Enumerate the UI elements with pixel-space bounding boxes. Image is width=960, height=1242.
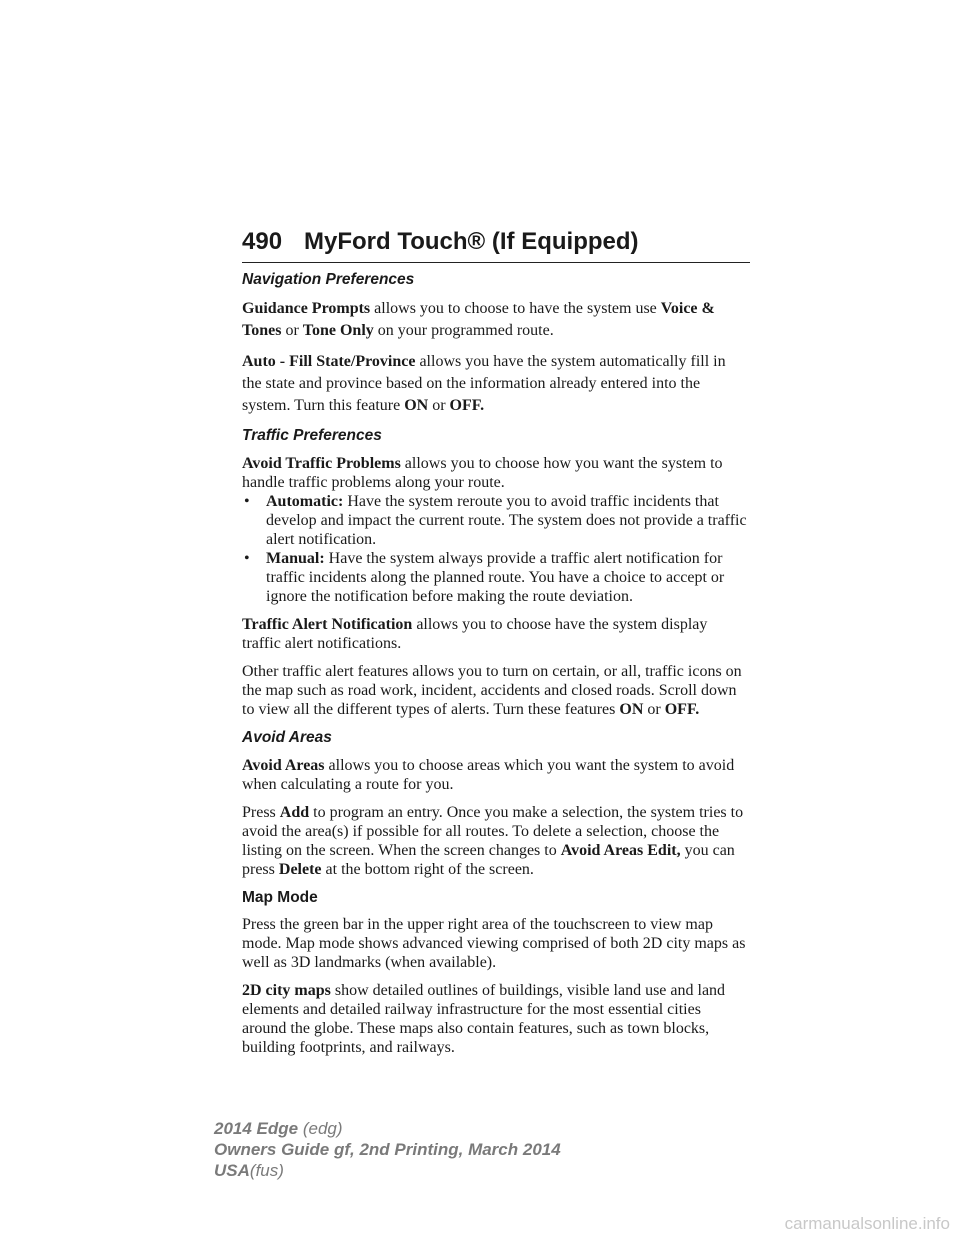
option-tone-only: Tone Only	[302, 322, 374, 339]
footer-line-edition: Owners Guide gf, 2nd Printing, March 2014	[214, 1140, 561, 1159]
value-off: OFF.	[449, 397, 485, 414]
footer-line-model: 2014 Edge (edg)	[214, 1119, 343, 1138]
term-auto-fill: Auto - Fill State/Province	[242, 353, 416, 370]
section-heading-map-mode: Map Mode	[242, 889, 318, 906]
section-heading-traffic-preferences: Traffic Preferences	[242, 427, 382, 444]
term-avoid-areas: Avoid Areas	[242, 757, 325, 774]
document-footer	[214, 1118, 561, 1181]
page-content	[242, 266, 748, 1066]
paragraph-guidance-prompts: Guidance Prompts allows you to choose to have the system use Voice & Tones or Tone Only on your programmed route.	[242, 300, 715, 339]
term-avoid-traffic-problems: Avoid Traffic Problems	[242, 455, 401, 472]
list-item-manual: • Manual: Have the system always provide a traffic alert notification for traffic incidents along the planned route. You have a choice to accept or ignore the notification before making the route deviation.	[244, 550, 725, 605]
section-heading-navigation-preferences: Navigation Preferences	[242, 271, 415, 288]
watermark: carmanualsonline.info	[784, 1214, 950, 1233]
footer-line-market: USA(fus)	[214, 1161, 284, 1180]
term-traffic-alert-notification: Traffic Alert Notification	[242, 616, 413, 633]
page-header	[242, 228, 750, 263]
bullet-icon: •	[244, 550, 250, 567]
term-delete: Delete	[278, 861, 322, 878]
paragraph-2d-city-maps: 2D city maps show detailed outlines of buildings, visible land use and land elements and detailed railway infrastructure for the most essential cities around the globe. These maps also contain features, such as town blocks, building footprints, and railways.	[242, 982, 726, 1056]
paragraph-auto-fill: Auto - Fill State/Province allows you have the system automatically fill in the state and province based on the information already entered into the system. Turn this feature ON or OFF.	[242, 353, 726, 414]
traffic-options-list	[242, 492, 748, 606]
paragraph-avoid-areas: Avoid Areas allows you to choose areas which you want the system to avoid when calculating a route for you.	[242, 757, 735, 793]
value-on: ON	[404, 397, 429, 414]
paragraph-map-mode: Press the green bar in the upper right area of the touchscreen to view map mode. Map mode shows advanced viewing comprised of both 2D city maps as well as 3D landmarks (when available).	[242, 916, 746, 971]
term-add: Add	[279, 804, 310, 821]
chapter-title: MyFord Touch® (If Equipped)	[304, 228, 639, 255]
bullet-icon: •	[244, 493, 250, 510]
value-on: ON	[619, 701, 644, 718]
paragraph-traffic-alert-notification: Traffic Alert Notification allows you to choose have the system display traffic alert notifications.	[242, 616, 708, 652]
paragraph-avoid-traffic-problems: Avoid Traffic Problems allows you to choose how you want the system to handle traffic problems along your route.	[242, 455, 723, 491]
section-heading-avoid-areas: Avoid Areas	[242, 729, 332, 746]
page-number: 490	[242, 228, 283, 255]
paragraph-other-traffic-alerts: Other traffic alert features allows you to turn on certain, or all, traffic icons on the map such as road work, incident, accidents and closed roads. Scroll down to view all the different types of alerts. Turn these features ON or OFF.	[242, 663, 742, 718]
term-guidance-prompts: Guidance Prompts	[242, 300, 371, 317]
value-off: OFF.	[664, 701, 700, 718]
paragraph-add-entry: Press Add to program an entry. Once you make a selection, the system tries to avoid the area(s) if possible for all routes. To delete a selection, choose the listing on the screen. When the screen changes to Avoid Areas Edit, you can press Delete at the bottom right of the screen.	[242, 804, 744, 878]
term-2d-city-maps: 2D city maps	[242, 982, 331, 999]
option-voice-tones: Voice & Tones	[242, 300, 715, 339]
list-item-automatic: • Automatic: Have the system reroute you to avoid traffic incidents that develop and impact the current route. The system does not provide a traffic alert notification.	[244, 493, 747, 548]
term-avoid-areas-edit: Avoid Areas Edit,	[560, 842, 681, 859]
